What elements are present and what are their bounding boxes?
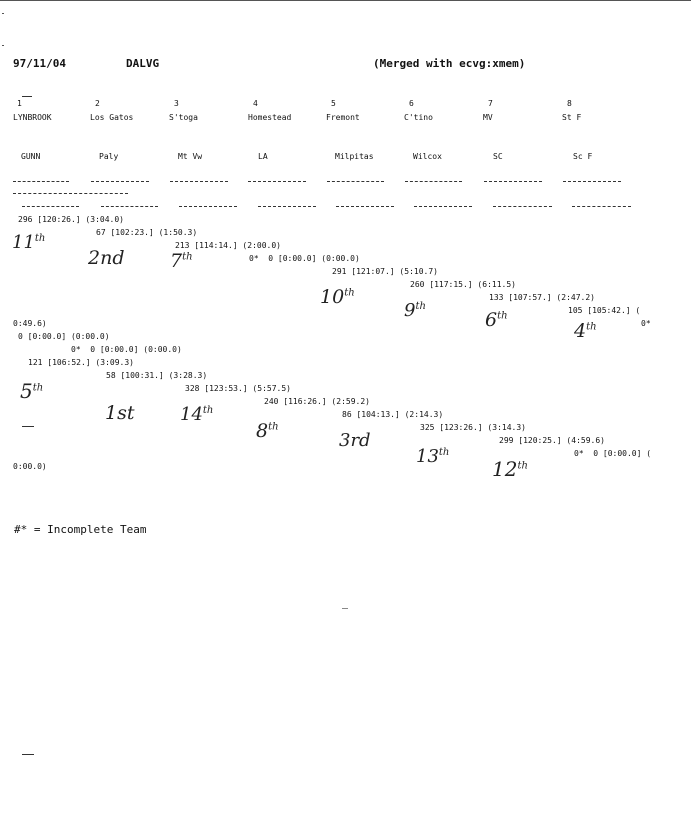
team-number: 1 [17,99,22,108]
team-number: 6 [409,99,414,108]
score-entry: 0* [641,319,651,328]
separator-line [327,181,384,182]
score-entry: 0* 0 [0:00.0] (0:00.0) [249,254,360,263]
team-name: Paly [99,152,119,161]
team-name: Fremont [326,113,360,122]
pen-mark [22,426,34,427]
handwritten-place: 11th [12,232,46,253]
team-name: C'tino [404,113,433,122]
team-name: Sc F [573,152,593,161]
score-entry: 240 [116:26.] (2:59.2) [264,397,370,406]
team-name: Milpitas [335,152,374,161]
merged-note: (Merged with ecvg:xmem) [373,57,526,70]
score-entry: 325 [123:26.] (3:14.3) [420,423,526,432]
team-name: Los Gatos [90,113,134,122]
separator-line [493,206,552,207]
handwritten-place: 6th [485,309,508,331]
handwritten-place: 14th [180,404,214,425]
score-entry: 328 [123:53.] (5:57.5) [185,384,291,393]
score-entry: 299 [120:25.] (4:59.6) [499,436,605,445]
team-name: S'toga [169,113,198,122]
handwritten-place: 2nd [88,247,125,269]
handwritten-place: 1st [105,402,135,424]
scan-speck [2,45,4,46]
separator-line [13,181,69,182]
team-number: 2 [95,99,100,108]
score-entry: 105 [105:42.] ( [568,306,641,315]
score-entry: 0* 0 [0:00.0] (0:00.0) [71,345,182,354]
separator-line [179,206,237,207]
team-name: Mt Vw [178,152,203,161]
separator-line [484,181,542,182]
team-name: GUNN [21,152,41,161]
team-name: LA [258,152,268,161]
scan-speck [2,13,4,14]
team-number: 5 [331,99,336,108]
team-number: 3 [174,99,179,108]
separator-line [414,206,472,207]
score-entry: 133 [107:57.] (2:47.2) [489,293,595,302]
team-number: 7 [488,99,493,108]
score-entry: 0 [0:00.0] (0:00.0) [18,332,110,341]
pen-mark [22,96,32,97]
handwritten-place: 5th [20,379,44,403]
handwritten-place: 3rd [339,430,371,451]
handwritten-place: 7th [170,250,193,272]
meet-name: DALVG [126,57,160,70]
score-entry: 67 [102:23.] (1:50.3) [96,228,198,237]
score-entry: 0:00.0) [13,462,47,471]
team-number: 4 [253,99,258,108]
handwritten-place: 12th [492,457,528,481]
separator-line [258,206,316,207]
separator-line [405,181,462,182]
separator-line [563,181,621,182]
handwritten-place: 4th [574,320,597,342]
separator-line [101,206,158,207]
score-entry: 121 [106:52.] (3:09.3) [28,358,134,367]
separator-line [22,206,79,207]
score-entry: 296 [120:26.] (3:04.0) [18,215,124,224]
separator-line [572,206,631,207]
separator-line [13,193,128,194]
team-name: Homestead [248,113,292,122]
scan-speck [342,608,348,609]
team-name: St F [562,113,582,122]
handwritten-place: 13th [416,446,450,467]
score-entry: 0:49.6) [13,319,47,328]
pen-mark [22,754,34,755]
score-entry: 0* 0 [0:00.0] ( [574,449,652,458]
score-entry: 58 [100:31.] (3:28.3) [106,371,208,380]
team-number: 8 [567,99,572,108]
score-entry: 260 [117:15.] (6:11.5) [410,280,516,289]
score-entry: 291 [121:07.] (5:10.7) [332,267,438,276]
legend-note: #* = Incomplete Team [14,523,147,536]
team-name: LYNBROOK [13,113,52,122]
separator-line [91,181,149,182]
score-entry: 213 [114:14.] (2:00.0) [175,241,281,250]
handwritten-place: 9th [404,300,426,321]
team-name: Wilcox [413,152,442,161]
separator-line [336,206,394,207]
team-name: SC [493,152,503,161]
page-top-border [0,0,691,1]
handwritten-place: 8th [256,420,279,442]
score-entry: 86 [104:13.] (2:14.3) [342,410,444,419]
separator-line [248,181,306,182]
team-name: MV [483,113,493,122]
separator-line [170,181,228,182]
report-date: 97/11/04 [13,57,66,70]
handwritten-place: 10th [320,286,355,308]
